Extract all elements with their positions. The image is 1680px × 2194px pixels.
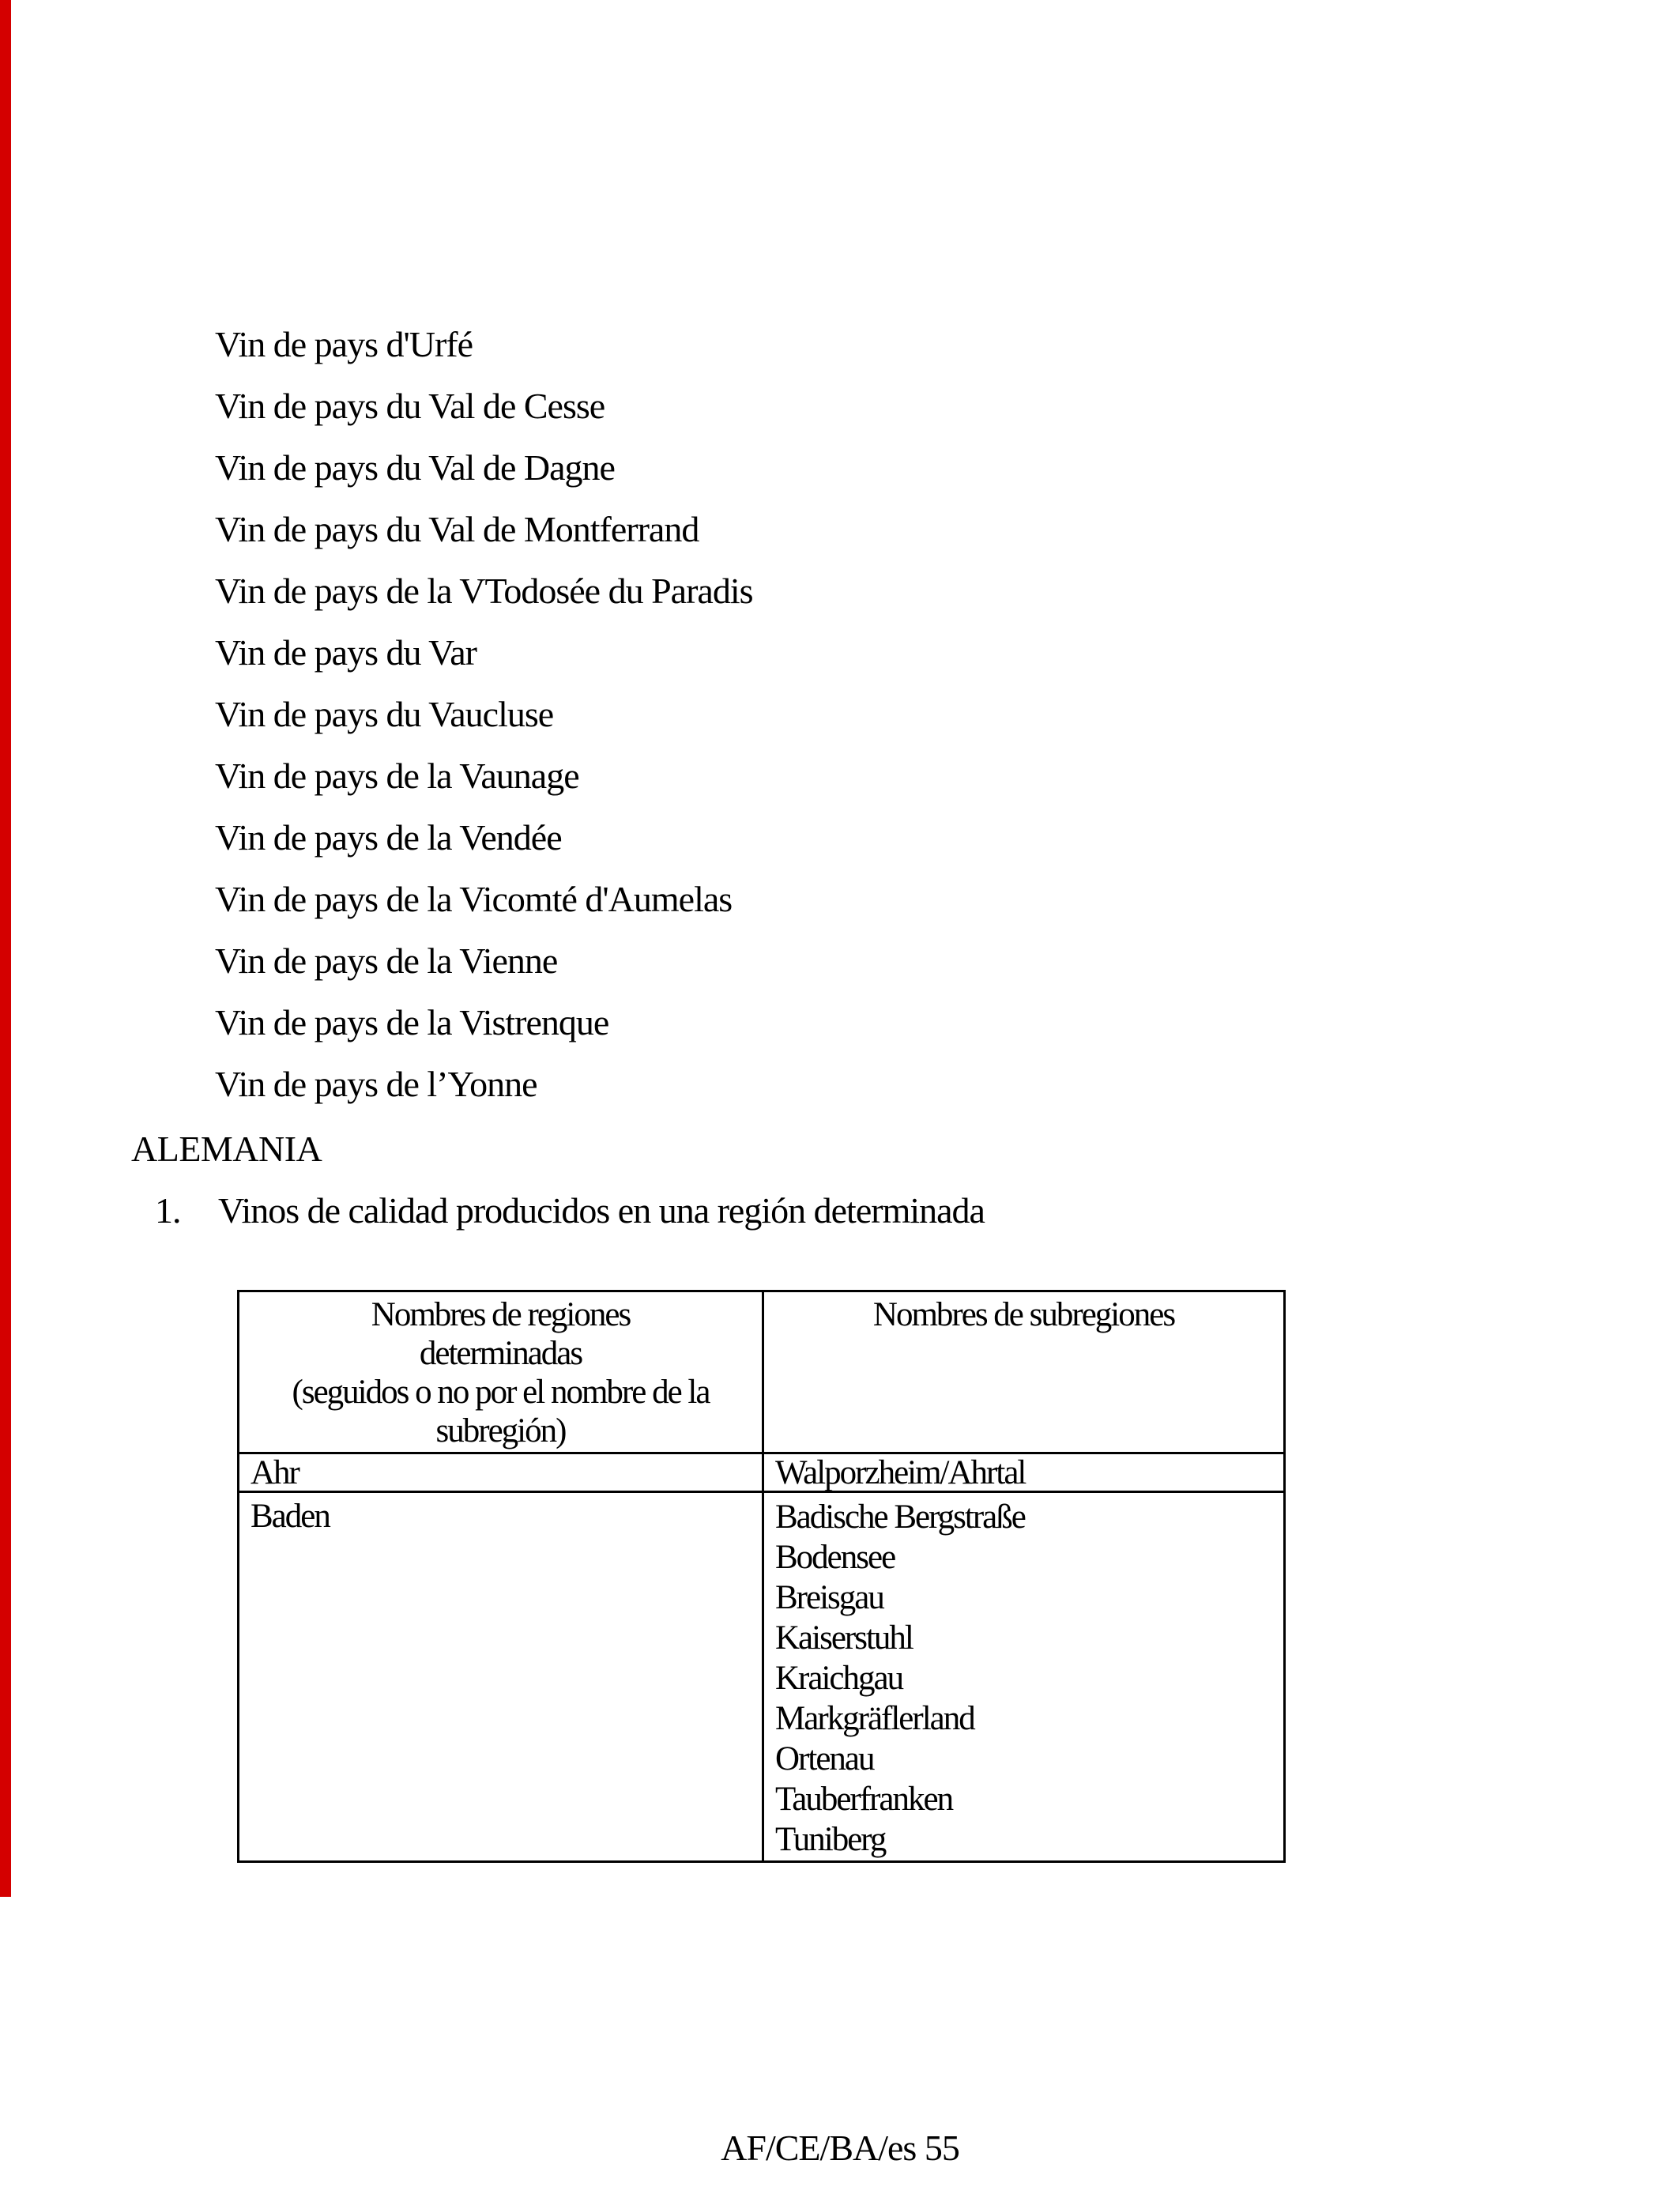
paragraph-text: Vinos de calidad producidos en una región determinada xyxy=(218,1189,985,1231)
subregion-item: Bodensee xyxy=(775,1539,895,1576)
header-line: (seguidos o no por el nombre de la xyxy=(292,1374,710,1411)
list-item: Vin de pays du Vaucluse xyxy=(215,693,554,734)
list-item: Vin de pays du Val de Cesse xyxy=(215,385,605,426)
subregion-item: Badische Bergstraße xyxy=(775,1498,1025,1536)
left-margin-scan-stripe xyxy=(0,0,11,1897)
header-line: determinadas xyxy=(419,1335,582,1372)
list-item: Vin de pays de la Vienne xyxy=(215,940,558,981)
subregion-cell xyxy=(764,1493,1283,1860)
paragraph-number: 1. xyxy=(155,1189,181,1231)
table-header-row xyxy=(239,1292,1283,1454)
list-item: Vin de pays de la Vaunage xyxy=(215,755,579,796)
page-footer-reference: AF/CE/BA/es 55 xyxy=(721,2127,959,2168)
list-item: Vin de pays de la Vicomté d'Aumelas xyxy=(215,878,733,919)
header-line: subregión) xyxy=(435,1412,566,1449)
list-item: Vin de pays de la Vendée xyxy=(215,816,562,858)
header-cell-subregions xyxy=(764,1292,1283,1452)
header-cell-regions xyxy=(239,1292,764,1452)
subregion-item: Tuniberg xyxy=(775,1821,886,1858)
subregion-item: Kaiserstuhl xyxy=(775,1619,913,1657)
header-line: Nombres de subregiones xyxy=(872,1296,1175,1333)
list-item: Vin de pays de l’Yonne xyxy=(215,1063,537,1104)
list-item: Vin de pays de la Vistrenque xyxy=(215,1001,609,1042)
numbered-paragraph xyxy=(155,1179,1498,1241)
region-cell: Baden xyxy=(239,1493,764,1860)
vin-de-pays-list xyxy=(215,313,1400,1114)
subregion-cell: Walporzheim/Ahrtal xyxy=(775,1453,1026,1491)
list-item: Vin de pays du Var xyxy=(215,631,477,673)
regions-table xyxy=(237,1290,1286,1863)
list-item: Vin de pays du Val de Dagne xyxy=(215,447,615,488)
country-heading: ALEMANIA xyxy=(131,1128,322,1169)
subregion-item: Markgräflerland xyxy=(775,1700,974,1737)
header-line: Nombres de regiones xyxy=(371,1296,631,1333)
region-cell: Ahr xyxy=(239,1454,764,1491)
list-item: Vin de pays d'Urfé xyxy=(215,323,473,364)
list-item: Vin de pays de la VTodosée du Paradis xyxy=(215,570,753,611)
list-item: Vin de pays du Val de Montferrand xyxy=(215,508,699,549)
table-row xyxy=(239,1493,1283,1860)
subregion-item: Breisgau xyxy=(775,1579,883,1616)
subregion-item: Tauberfranken xyxy=(775,1781,953,1818)
subregion-item: Ortenau xyxy=(775,1740,874,1777)
subregion-item: Kraichgau xyxy=(775,1660,903,1697)
table-row xyxy=(239,1454,1283,1493)
